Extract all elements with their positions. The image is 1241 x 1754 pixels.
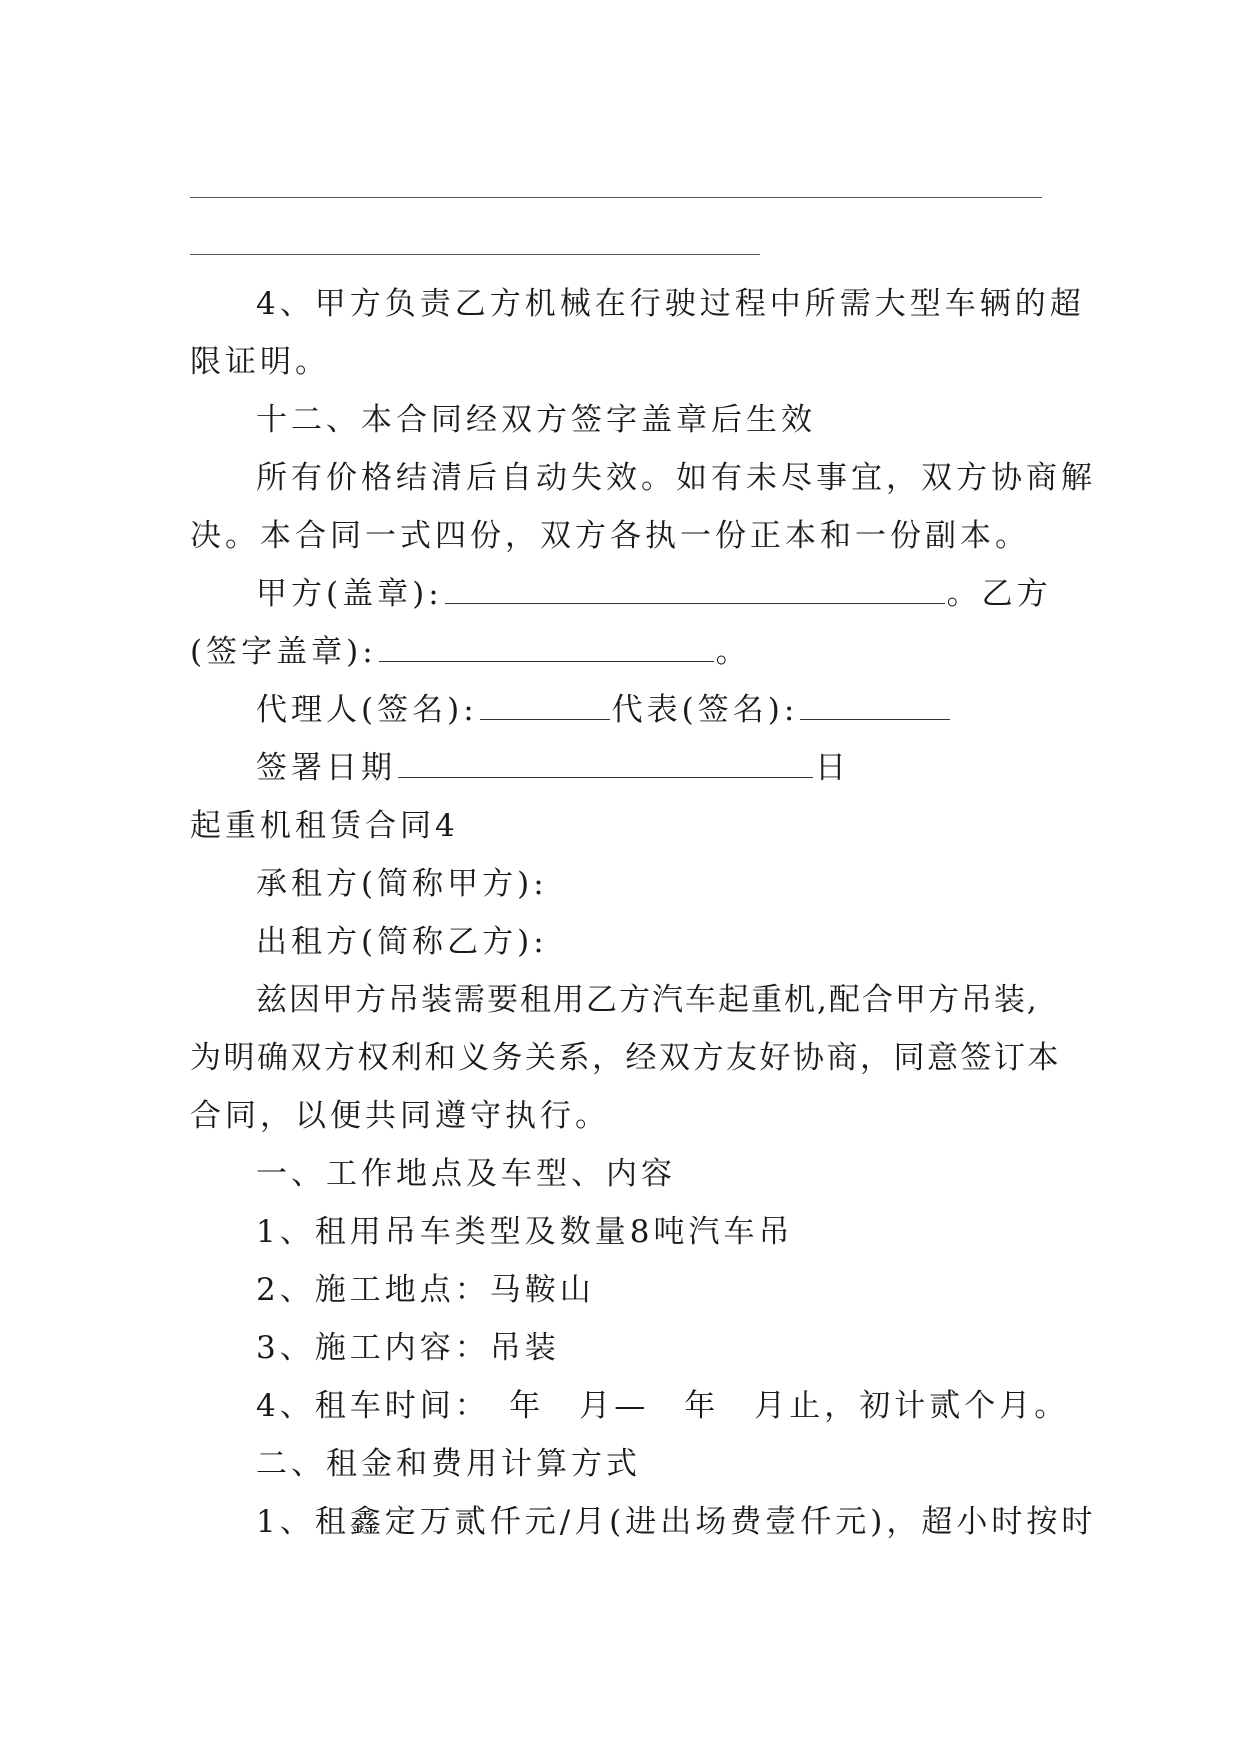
representative-blank [800,693,950,720]
section-12-title: 十二、本合同经双方签字盖章后生效 [256,402,816,438]
blank-line-1 [190,197,1042,198]
sign-date-end: 日 [815,750,850,786]
section-1-item-2: 2、施工地点：马鞍山 [256,1272,595,1308]
agent-blank [480,693,610,720]
agent-label: 代理人(签名): [256,692,478,728]
paragraph-item-4-line1: 4、甲方负责乙方机械在行驶过程中所需大型车辆的超 [256,286,1085,322]
section-1-item-1: 1、租用吊车类型及数量8吨汽车吊 [256,1214,794,1250]
party-a-signature-line [256,574,1056,614]
section-2-title: 二、租金和费用计算方式 [256,1446,641,1482]
party-b-end: 。 [715,634,751,670]
party-b-label: (签字盖章): [190,634,377,670]
representative-label: 代表(签名): [611,692,799,728]
section-1-item-3: 3、施工内容：吊装 [256,1330,560,1366]
sign-date-line [256,748,1056,788]
section-1-item-4: 4、租车时间： 年 月— 年 月止，初计贰个月。 [256,1388,1070,1424]
intro-line3: 合同，以便共同遵守执行。 [190,1098,610,1134]
intro-line1: 兹因甲方吊装需要租用乙方汽车起重机,配合甲方吊装, [256,982,1039,1018]
sign-date-label: 签署日期 [256,750,396,786]
party-a-blank [445,577,945,604]
blank-line-2 [190,254,760,255]
paragraph-item-4-line2: 限证明。 [190,344,330,380]
agent-representative-line [256,690,1056,730]
section-2-item-1: 1、租鑫定万贰仟元/月(进出场费壹仟元)，超小时按时 [256,1504,1097,1540]
lessor-line: 出租方(简称乙方): [256,924,548,960]
sign-date-blank [398,751,813,778]
party-a-end: 。乙方 [946,576,1052,612]
party-b-blank [379,635,714,662]
lessee-line: 承租方(简称甲方): [256,866,548,902]
contract-4-title: 起重机租赁合同4 [190,808,459,844]
section-12-line2: 决。本合同一式四份，双方各执一份正本和一份副本。 [190,518,1030,554]
section-12-line1: 所有价格结清后自动失效。如有未尽事宜，双方协商解 [256,460,1096,496]
party-b-signature-line [190,632,1060,672]
party-a-label: 甲方(盖章): [256,576,443,612]
section-1-title: 一、工作地点及车型、内容 [256,1156,676,1192]
intro-line2: 为明确双方权利和义务关系，经双方友好协商，同意签订本 [190,1040,1061,1076]
